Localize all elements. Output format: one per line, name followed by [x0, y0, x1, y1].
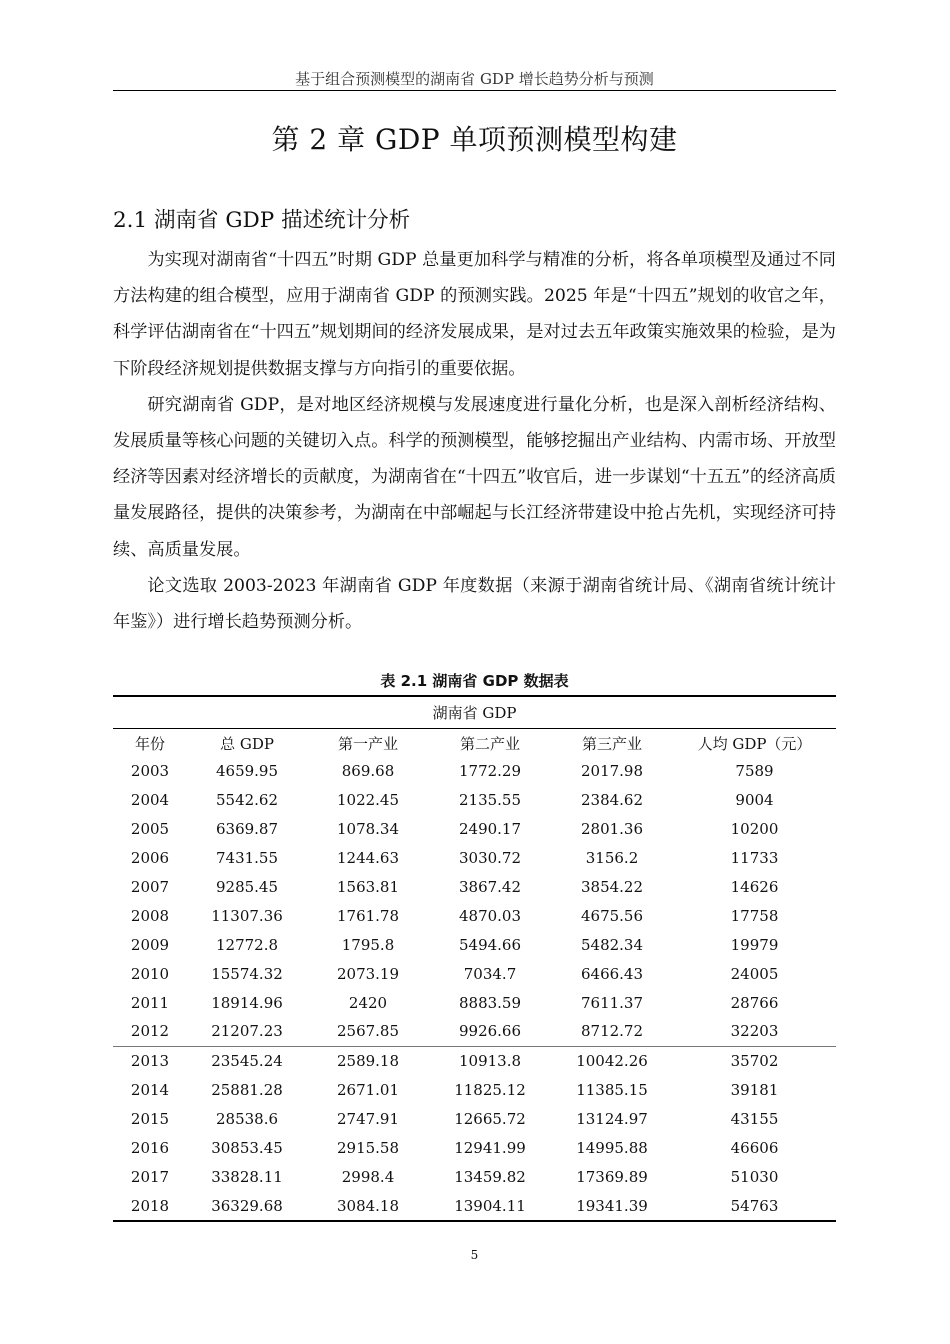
table-cell: 7034.7: [463, 964, 517, 983]
table-cell: 21207.23: [211, 1022, 283, 1041]
table-cell: 2010: [130, 964, 170, 983]
table-cell: 2006: [130, 849, 170, 868]
table-cell: 4675.56: [580, 906, 644, 925]
page-number: 5: [470, 1248, 479, 1262]
table-row: [113, 1191, 836, 1221]
table-cell: 6369.87: [215, 820, 279, 839]
table-cell: 2384.62: [580, 791, 644, 810]
table-cell: 10913.8: [429, 1046, 551, 1075]
table-cell: 8883.59: [458, 993, 522, 1012]
paragraph: 为实现对湖南省“十四五”时期 GDP 总量更加科学与精准的分析，将各单项模型及通过不同方法构建的组合模型，应用于湖南省 GDP 的预测实践。2025 年是“十四五”规划的收官之年，科学评估湖南省在“十四五”规划期间的经济发展成果，是对过去五年政策实施效果的检验，是为下阶段经济规划提供数据支撑与方向指引的重要依据。: [113, 250, 836, 379]
table-row: [113, 930, 836, 959]
table-cell: 2017: [130, 1167, 170, 1186]
column-header: 人均 GDP（元）: [697, 734, 812, 753]
chapter-title: 第 2 章 GDP 单项预测模型构建: [271, 123, 678, 156]
table-cell: 12772.8: [215, 935, 279, 954]
column-header: 第一产业: [337, 734, 398, 753]
table-cell: 5494.66: [458, 935, 522, 954]
table-cell: 2003: [130, 762, 170, 781]
table-cell: 2998.4: [341, 1167, 395, 1186]
table-cell: 7431.55: [215, 849, 279, 868]
table-cell: 51030: [730, 1167, 779, 1186]
table-cell: 35702: [673, 1046, 836, 1075]
column-header: 总 GDP: [220, 734, 274, 753]
section-title: 2.1 湖南省 GDP 描述统计分析: [113, 208, 411, 233]
table-cell: 1761.78: [336, 906, 400, 925]
table-cell: 39181: [730, 1081, 779, 1100]
table-row: [113, 988, 836, 1017]
table-row: [113, 1076, 836, 1105]
table-cell: 2016: [130, 1139, 170, 1158]
table-cell: 2009: [130, 935, 170, 954]
column-header: 年份: [134, 734, 165, 753]
table-cell: 2567.85: [336, 1022, 400, 1041]
table-cell: 9926.66: [458, 1022, 522, 1041]
table-cell: 14626: [730, 878, 779, 896]
paragraph: 论文选取 2003-2023 年湖南省 GDP 年度数据（来源于湖南省统计局、《湖南省统计统计年鉴》）进行增长趋势预测分析。: [113, 575, 836, 633]
table-cell: 3867.42: [458, 878, 522, 896]
table-cell: 1078.34: [336, 820, 400, 839]
column-header: 第三产业: [581, 734, 642, 753]
table-row: [113, 873, 836, 902]
table-cell: 23545.24: [187, 1046, 307, 1075]
table-cell: 2012: [130, 1022, 170, 1041]
table-cell: 2589.18: [307, 1046, 429, 1075]
table-cell: 5542.62: [215, 791, 279, 810]
table-cell: 2135.55: [458, 791, 522, 810]
running-header: 基于组合预测模型的湖南省 GDP 增长趋势分析与预测: [295, 70, 654, 88]
table-cell: 28766: [730, 993, 779, 1012]
table-cell: 54763: [673, 1191, 836, 1221]
table-cell: 2004: [130, 791, 170, 810]
table-row: [113, 757, 836, 786]
table-cell: 7589: [735, 762, 774, 781]
table-cell: 14995.88: [576, 1139, 648, 1158]
table-cell: 15574.32: [211, 964, 283, 983]
table-cell: 13904.11: [429, 1191, 551, 1221]
table-cell: 17369.89: [576, 1167, 648, 1186]
table-cell: 2017.98: [580, 762, 644, 781]
table-cell: 11307.36: [211, 906, 283, 925]
table-cell: 11733: [730, 849, 779, 868]
table-caption: 表 2.1 湖南省 GDP 数据表: [380, 672, 569, 690]
table-cell: 7611.37: [580, 993, 644, 1012]
table-row: [113, 1046, 836, 1075]
table-cell: 2801.36: [580, 820, 644, 839]
table-cell: 8712.72: [580, 1022, 644, 1041]
table-cell: 2014: [130, 1081, 170, 1100]
gdp-table: [113, 695, 836, 1222]
table-row: [113, 815, 836, 844]
table-cell: 869.68: [341, 762, 395, 781]
table-cell: 18914.96: [211, 993, 283, 1012]
table-cell: 32203: [730, 1022, 779, 1041]
table-cell: 2007: [130, 878, 170, 896]
table-cell: 2005: [130, 820, 170, 839]
table-row: [113, 844, 836, 873]
table-cell: 3156.2: [585, 849, 639, 868]
table-cell: 36329.68: [187, 1191, 307, 1221]
table-cell: 2013: [113, 1046, 187, 1075]
table-cell: 19979: [730, 935, 779, 954]
table-cell: 10200: [730, 820, 779, 839]
table-cell: 2011: [130, 993, 170, 1012]
table-cell: 2420: [348, 993, 388, 1012]
table-cell: 2490.17: [458, 820, 522, 839]
table-row: [113, 1105, 836, 1134]
table-cell: 12665.72: [454, 1110, 526, 1129]
table-cell: 30853.45: [211, 1139, 283, 1158]
table-row: [113, 786, 836, 815]
table-cell: 3030.72: [458, 849, 522, 868]
table-cell: 3854.22: [580, 878, 644, 896]
table-cell: 5482.34: [580, 935, 644, 954]
table-cell: 12941.99: [454, 1139, 526, 1158]
table-body: [113, 757, 836, 1221]
table-cell: 1795.8: [341, 935, 395, 954]
table-cell: 1022.45: [336, 791, 400, 810]
column-header: 第二产业: [459, 734, 520, 753]
header-rule: [113, 90, 836, 91]
table-cell: 17758: [730, 906, 779, 925]
table-cell: 24005: [730, 964, 779, 983]
table-cell: 28538.6: [215, 1110, 279, 1129]
paragraph: 研究湖南省 GDP，是对地区经济规模与发展速度进行量化分析，也是深入剖析经济结构、发展质量等核心问题的关键切入点。科学的预测模型，能够挖掘出产业结构、内需市场、开放型经济等因素对经济增长的贡献度，为湖南省在“十四五”收官后，进一步谋划“十五五”的经济高质量发展路径，提供的决策参考，为湖南在中部崛起与长江经济带建设中抢占先机，实现经济可持续、高质量发展。: [113, 394, 836, 560]
table-cell: 2747.91: [336, 1110, 400, 1129]
table-cell: 46606: [730, 1139, 779, 1158]
table-cell: 4870.03: [458, 906, 522, 925]
table-cell: 1563.81: [336, 878, 400, 896]
body-text: [113, 242, 836, 640]
table-cell: 3084.18: [307, 1191, 429, 1221]
table-cell: 33828.11: [211, 1167, 283, 1186]
table-cell: 13124.97: [576, 1110, 648, 1129]
table-cell: 25881.28: [211, 1081, 283, 1100]
table-cell: 9285.45: [215, 878, 279, 896]
table-cell: 2018: [113, 1191, 187, 1221]
table-cell: 2008: [130, 906, 170, 925]
table-cell: 11385.15: [576, 1081, 648, 1100]
table-cell: 6466.43: [580, 964, 644, 983]
table-row: [113, 1162, 836, 1191]
table-cell: 10042.26: [551, 1046, 673, 1075]
table-cell: 4659.95: [215, 762, 279, 781]
table-cell: 11825.12: [454, 1081, 526, 1100]
table-cell: 9004: [735, 791, 774, 810]
table-group-header: 湖南省 GDP: [113, 696, 836, 729]
table-row: [113, 1134, 836, 1163]
table-cell: 19341.39: [551, 1191, 673, 1221]
table-cell: 2915.58: [336, 1139, 400, 1158]
table-cell: 13459.82: [454, 1167, 526, 1186]
table-cell: 2073.19: [336, 964, 400, 983]
table-row: [113, 901, 836, 930]
table-row: [113, 1017, 836, 1046]
table-cell: 2015: [130, 1110, 170, 1129]
table-cell: 43155: [730, 1110, 779, 1129]
table-cell: 2671.01: [336, 1081, 400, 1100]
table-cell: 1772.29: [458, 762, 522, 781]
table-cell: 1244.63: [336, 849, 400, 868]
table-row: [113, 959, 836, 988]
